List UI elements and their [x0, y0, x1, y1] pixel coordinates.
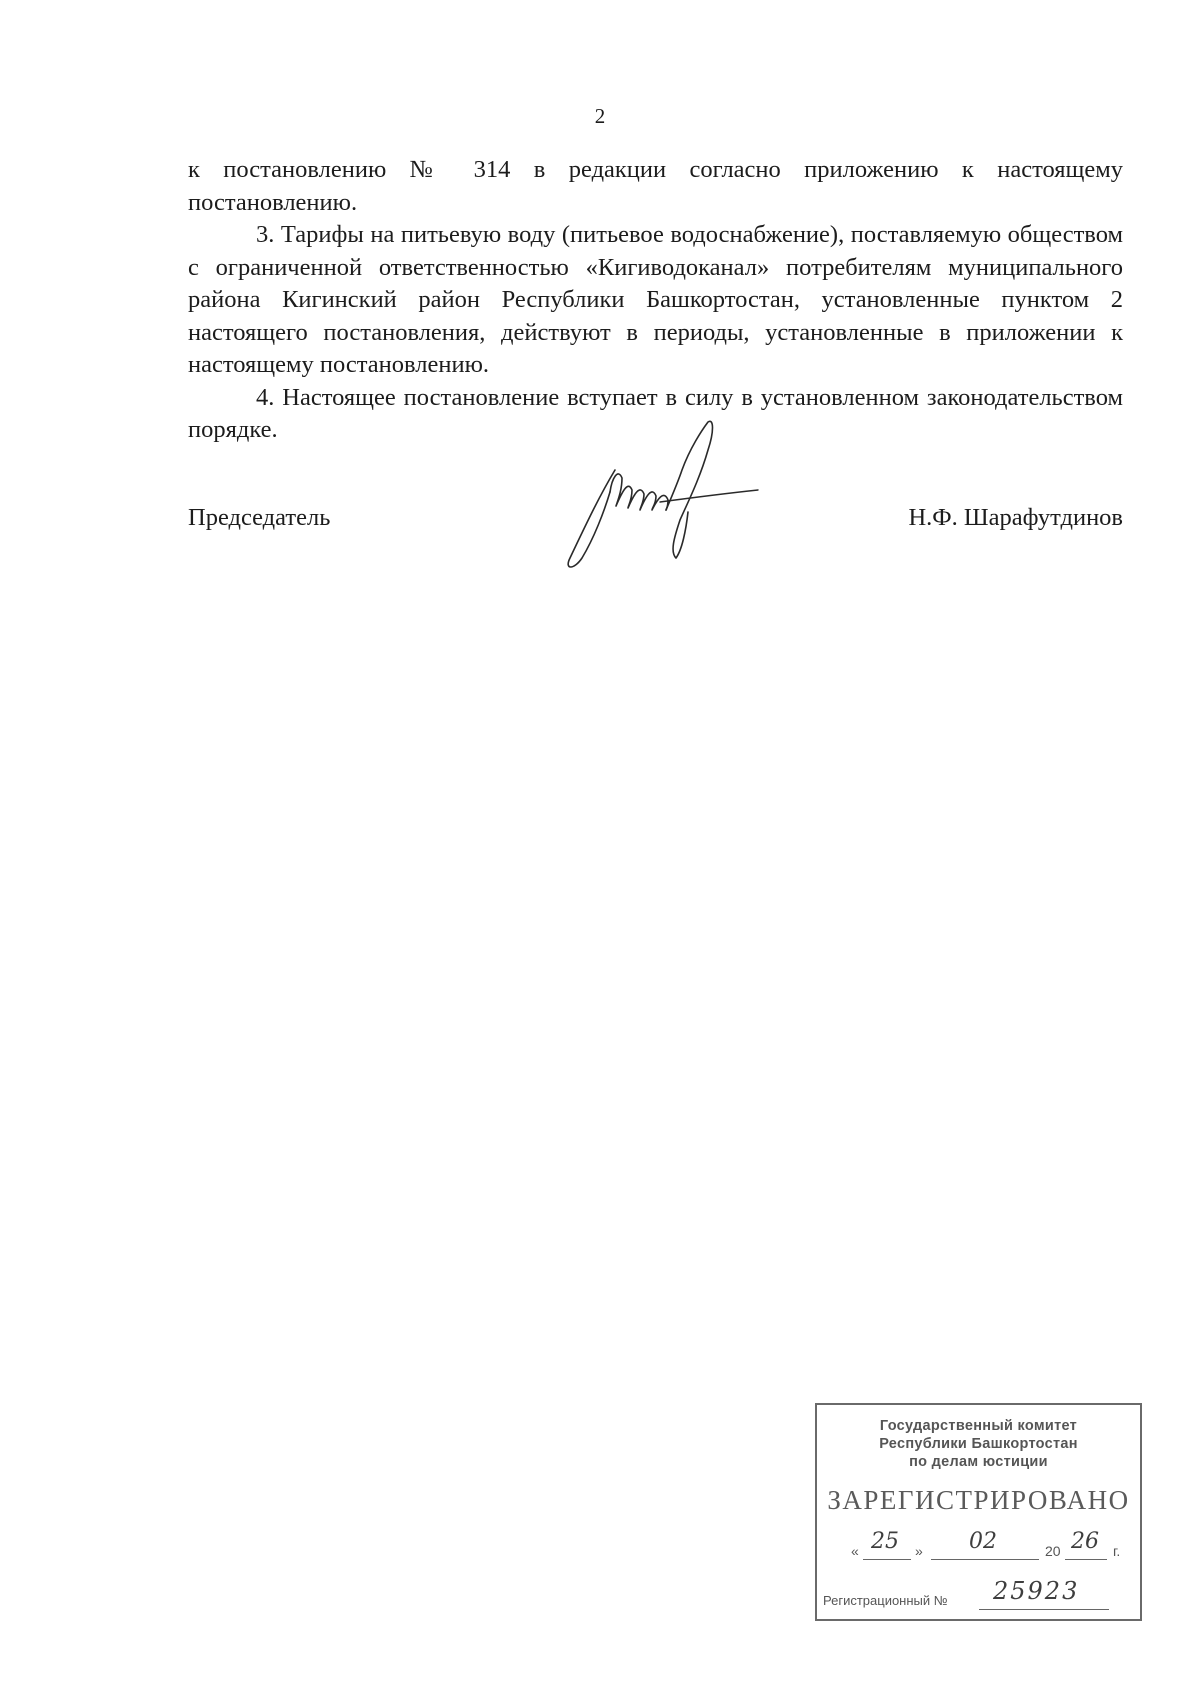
- paragraph-continuation: к постановлению № 314 в редакции согласно приложению к настоящему постановлению.: [188, 156, 1123, 216]
- stamp-date: [851, 1529, 1131, 1561]
- stamp-org-line: Республики Башкортостан: [879, 1436, 1078, 1452]
- stamp-registration-number: [823, 1577, 1133, 1611]
- stamp-date-close-quote: »: [915, 1543, 923, 1559]
- registration-stamp: [815, 1403, 1142, 1621]
- stamp-date-year: 26: [1071, 1529, 1099, 1554]
- stamp-date-year-unit: г.: [1113, 1543, 1121, 1559]
- stamp-org-line: Государственный комитет: [879, 1418, 1078, 1434]
- stamp-date-month: 02: [969, 1529, 997, 1554]
- signer-name: Н.Ф. Шарафутдинов: [908, 504, 1123, 531]
- signer-title: Председатель: [188, 504, 331, 531]
- stamp-status: ЗАРЕГИСТРИРОВАНО: [827, 1485, 1130, 1515]
- paragraph-item-3: 3. Тарифы на питьевую воду (питьевое водоснабжение), поставляемую обществом с ограниченной ответственностью «Кигиводоканал» потребителям муниципального района Кигинский район Республики Башкортостан, установленные пунктом 2 настоящего постановления, действуют в периоды, установленные в приложении к настоящему постановлению.: [188, 221, 1123, 378]
- stamp-organization: [817, 1417, 1140, 1471]
- stamp-date-day: 25: [871, 1529, 899, 1554]
- stamp-reg-number: 25923: [993, 1577, 1080, 1605]
- stamp-date-year-prefix: 20: [1045, 1543, 1061, 1559]
- stamp-date-open-quote: «: [851, 1543, 859, 1559]
- handwritten-signature: [560, 420, 760, 575]
- stamp-reg-label: Регистрационный №: [823, 1593, 948, 1608]
- stamp-org-line: по делам юстиции: [909, 1454, 1048, 1470]
- page-number: 2: [594, 104, 606, 128]
- document-body: [188, 154, 1123, 447]
- paragraph-item-4: 4. Настоящее постановление вступает в силу в установленном законодательством порядке.: [188, 383, 1123, 443]
